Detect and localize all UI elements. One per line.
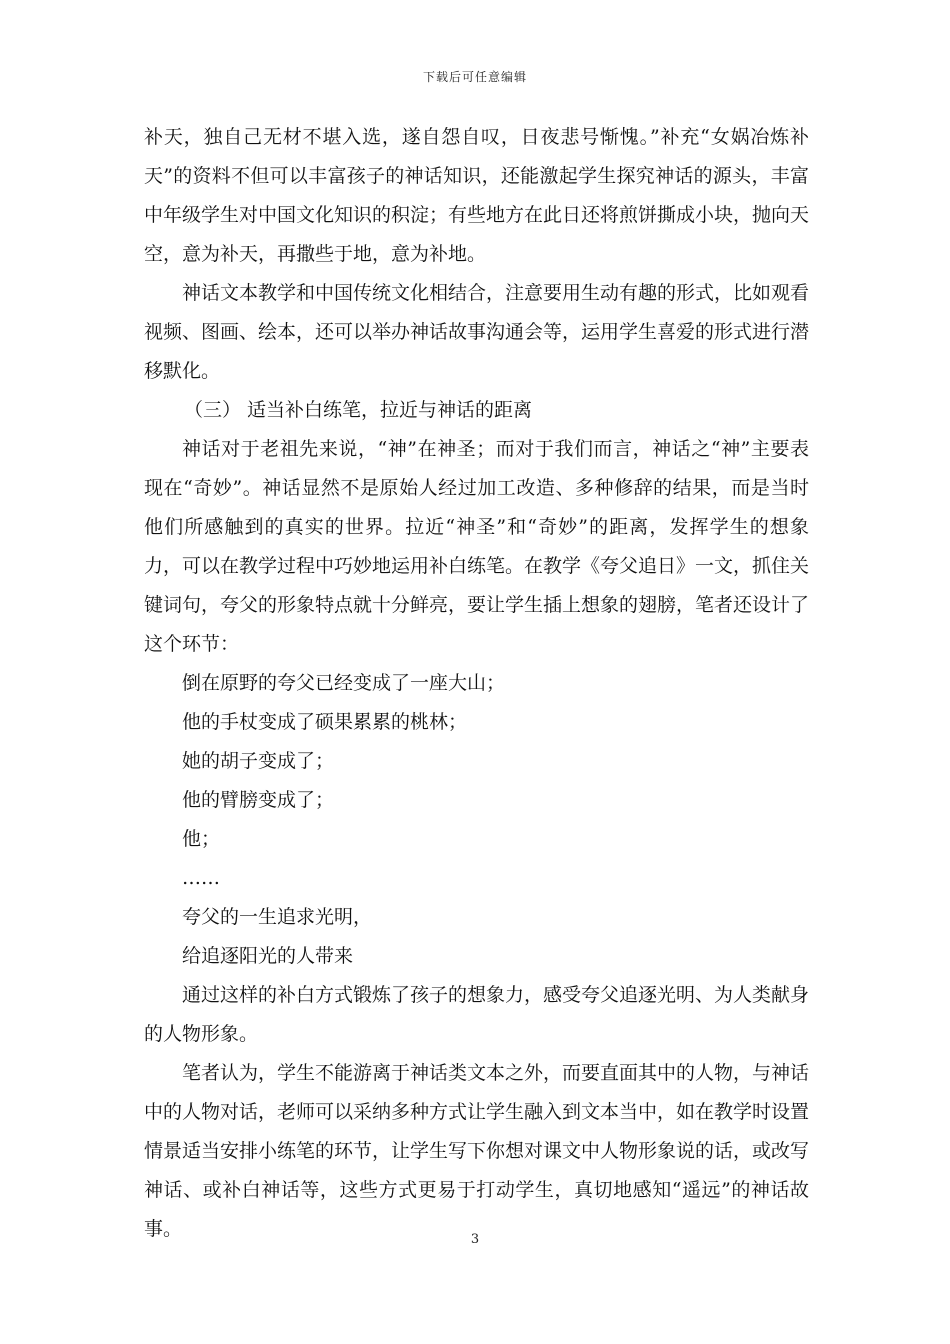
- page-header: 下载后可任意编辑: [422, 70, 527, 84]
- paragraph: 笔者认为，学生不能游离于神话类文本之外，而要直面其中的人物，与神话中的人物对话，老师可以采纳多种方式让学生融入到文本当中，如在教学时设置情景适当安排小练笔的环节，让学生写下你想对课文中人物形象说的话，或改写神话、或补白神话等，这些方式更易于打动学生，真切地感知“遥远”的神话故事。: [144, 1062, 810, 1240]
- paragraph: 神话对于老祖先来说，“神”在神圣；而对于我们而言，神话之“神”主要表现在“奇妙”。神话显然不是原始人经过加工改造、多种修辞的结果，而是当时他们所感触到的真实的世界。拉近“神圣”和“奇妙”的距离，发挥学生的想象力，可以在教学过程中巧妙地运用补白练笔。在教学《夸父追日》一文，抓住关键词句，夸父的形象特点就十分鲜亮，要让学生插上想象的翅膀，笔者还设计了这个环节：: [144, 438, 810, 655]
- paragraph: 通过这样的补白方式锻炼了孩子的想象力，感受夸父追逐光明、为人类献身的人物形象。: [144, 984, 810, 1045]
- poem-line: 给追逐阳光的人带来: [182, 945, 354, 967]
- poem-line: 倒在原野的夸父已经变成了一座大山；: [182, 672, 506, 694]
- poem-ellipsis: ……: [182, 867, 220, 889]
- poem-line: 夸父的一生追求光明，: [182, 906, 373, 928]
- section-heading: （三） 适当补白练笔，拉近与神话的距离: [184, 399, 533, 421]
- poem-line: 他；: [182, 828, 221, 850]
- paragraph-continuation: 补天，独自己无材不堪入选，遂自怨自叹，日夜悲号惭愧。”补充“女娲冶炼补天”的资料不但可以丰富孩子的神话知识，还能激起学生探究神话的源头，丰富中年级学生对中国文化知识的积淀；有些地方在此日还将煎饼撕成小块，抛向天空，意为补天，再撒些于地，意为补地。: [144, 126, 810, 265]
- poem-line: 她的胡子变成了；: [182, 750, 335, 772]
- page-number: 3: [470, 1232, 480, 1247]
- poem-line: 他的臂膀变成了；: [182, 789, 335, 811]
- poem-line: 他的手杖变成了硕果累累的桃林；: [182, 711, 468, 733]
- paragraph: 神话文本教学和中国传统文化相结合，注意要用生动有趣的形式，比如观看视频、图画、绘本，还可以举办神话故事沟通会等，运用学生喜爱的形式进行潜移默化。: [144, 282, 810, 382]
- document-body: [144, 118, 809, 1249]
